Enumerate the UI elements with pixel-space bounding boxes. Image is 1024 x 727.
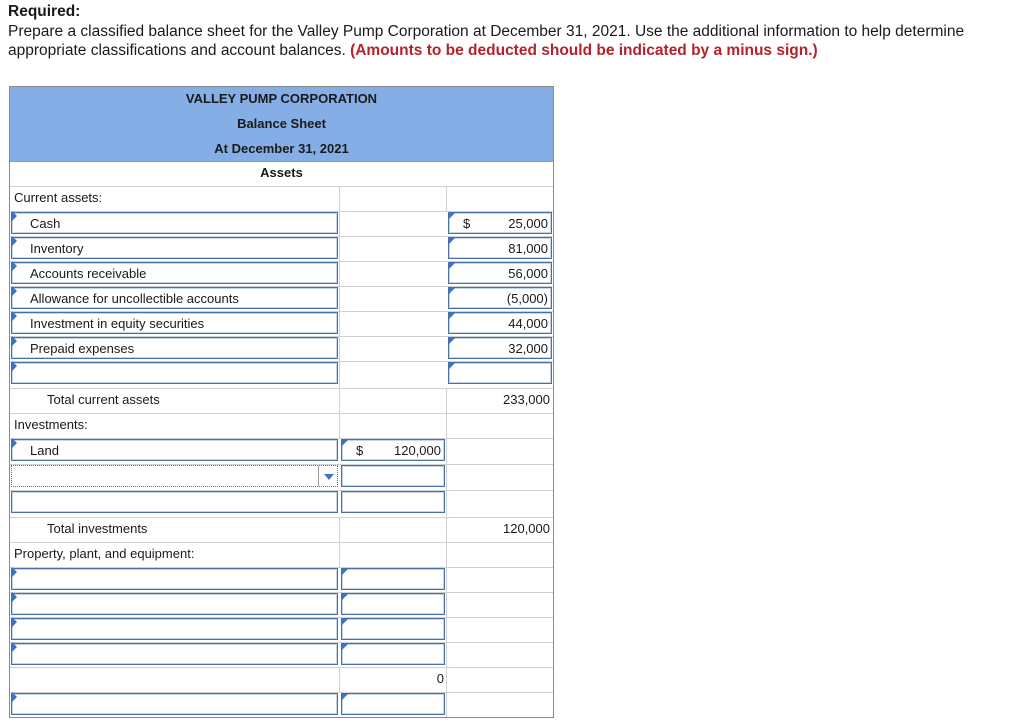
table-row	[10, 642, 553, 668]
total-investments-label: Total investments	[47, 521, 148, 536]
statement-date: At December 31, 2021	[10, 137, 553, 162]
table-row	[10, 592, 553, 618]
table-row	[10, 261, 553, 287]
amount-input[interactable]	[341, 568, 445, 590]
amount-input[interactable]: $ 120,000	[341, 439, 445, 461]
table-row	[10, 361, 553, 389]
investments-heading-row	[10, 413, 553, 439]
amount-input[interactable]	[341, 693, 445, 715]
total-investments-row	[10, 517, 553, 543]
statement-title: Balance Sheet	[10, 112, 553, 138]
company-name: VALLEY PUMP CORPORATION	[10, 87, 553, 113]
account-label-input[interactable]: Accounts receivable	[11, 262, 338, 284]
account-label-input[interactable]	[11, 568, 338, 590]
table-row	[10, 692, 553, 717]
account-label-input[interactable]: Land	[11, 439, 338, 461]
amount-input[interactable]	[341, 465, 445, 487]
dollar-sign: $	[356, 443, 364, 458]
instruction-emphasis: (Amounts to be deducted should be indicated by a minus sign.)	[350, 42, 818, 59]
amount-input[interactable]: $ 25,000	[448, 212, 552, 234]
ppe-heading-row	[10, 542, 553, 568]
account-label-input[interactable]: Allowance for uncollectible accounts	[11, 287, 338, 309]
table-row	[10, 617, 553, 643]
amount-input[interactable]	[341, 491, 445, 513]
account-label-input[interactable]: Cash	[11, 212, 338, 234]
account-label-input[interactable]: Prepaid expenses	[11, 337, 338, 359]
account-dropdown[interactable]	[11, 465, 338, 487]
ppe-subtotal-row	[10, 667, 553, 693]
table-row	[10, 236, 553, 262]
amount-input[interactable]: 44,000	[448, 312, 552, 334]
instruction-text	[8, 22, 1013, 60]
account-label-input[interactable]	[11, 643, 338, 665]
account-label-input[interactable]	[11, 618, 338, 640]
ppe-heading: Property, plant, and equipment:	[14, 546, 195, 561]
amount-input[interactable]: 56,000	[448, 262, 552, 284]
table-row	[10, 567, 553, 593]
account-label-input[interactable]: Inventory	[11, 237, 338, 259]
table-row	[10, 490, 553, 518]
table-row	[10, 211, 553, 237]
amount-input[interactable]	[341, 593, 445, 615]
amount-input[interactable]: (5,000)	[448, 287, 552, 309]
total-current-assets-row	[10, 388, 553, 414]
current-assets-heading-row	[10, 186, 553, 212]
account-label-input[interactable]: Investment in equity securities	[11, 312, 338, 334]
table-row	[10, 464, 553, 491]
dollar-sign: $	[463, 216, 471, 231]
assets-title: Assets	[260, 165, 303, 180]
account-label-input[interactable]	[11, 693, 338, 715]
total-current-assets-label: Total current assets	[47, 392, 160, 407]
total-investments-value: 120,000	[503, 521, 550, 536]
account-label-input[interactable]	[11, 593, 338, 615]
total-current-assets-value: 233,000	[503, 392, 550, 407]
account-label-input[interactable]	[11, 362, 338, 384]
ppe-subtotal-value: 0	[436, 671, 444, 686]
account-label-input[interactable]	[11, 491, 338, 513]
table-row	[10, 438, 553, 465]
assets-title-row	[10, 161, 553, 187]
amount-input[interactable]	[448, 362, 552, 384]
amount-input[interactable]: 81,000	[448, 237, 552, 259]
table-row	[10, 286, 553, 312]
amount-input[interactable]	[341, 643, 445, 665]
chevron-down-icon	[324, 474, 334, 480]
amount-input[interactable]: 32,000	[448, 337, 552, 359]
instruction-body: Prepare a classified balance sheet for the Valley Pump Corporation at December 31, 2021. Use the additional information to help determine appropriate classifications and account balances.	[8, 23, 965, 59]
required-heading: Required:	[8, 3, 81, 20]
investments-heading: Investments:	[14, 417, 88, 432]
current-assets-heading: Current assets:	[14, 190, 103, 205]
table-row	[10, 336, 553, 362]
amount-input[interactable]	[341, 618, 445, 640]
table-row	[10, 311, 553, 337]
